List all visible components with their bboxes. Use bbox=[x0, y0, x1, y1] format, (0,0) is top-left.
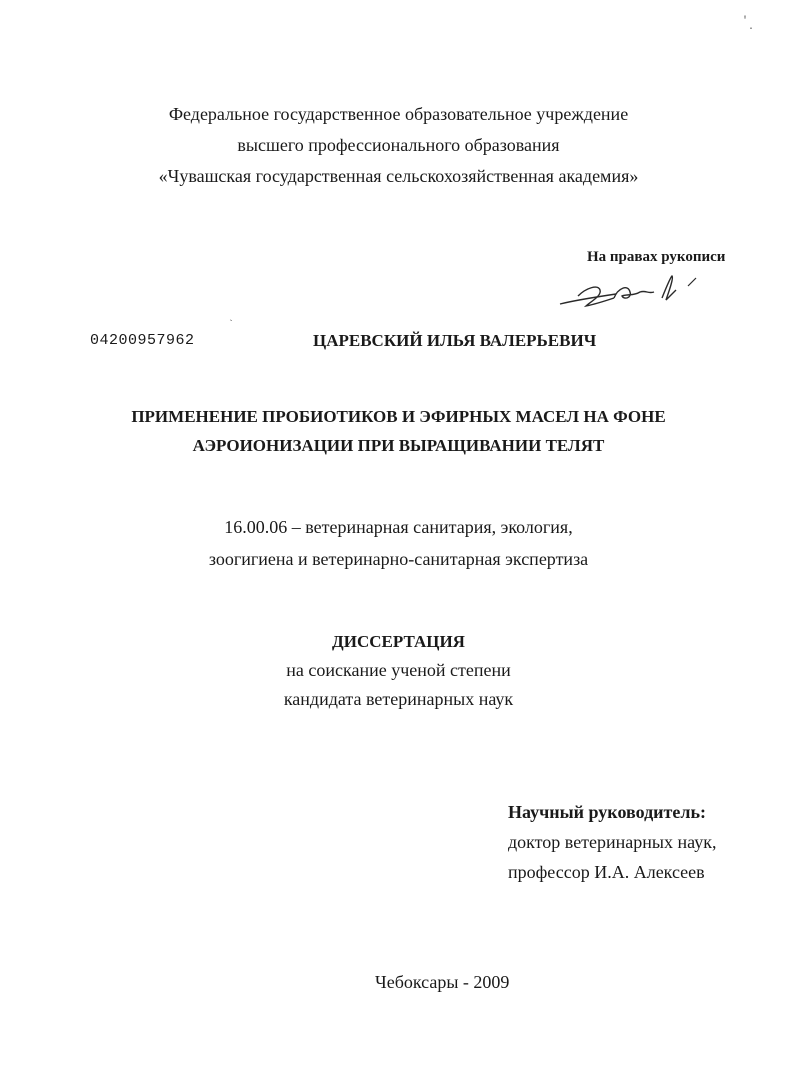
dissertation-title-line-2: АЭРОИОНИЗАЦИИ ПРИ ВЫРАЩИВАНИИ ТЕЛЯТ bbox=[192, 436, 605, 455]
institution-line-3: «Чувашская государственная сельскохозяйственная академия» bbox=[158, 166, 639, 186]
scan-mark: ` bbox=[228, 320, 235, 331]
institution-line-2: высшего профессионального образования bbox=[237, 135, 560, 155]
supervisor-heading: Научный руководитель: bbox=[508, 802, 706, 822]
specialty-line-1: 16.00.06 – ветеринарная санитария, экология, bbox=[224, 517, 573, 537]
scan-mark: ' bbox=[742, 16, 749, 27]
signature-image bbox=[556, 270, 706, 318]
manuscript-note: На правах рукописи bbox=[587, 249, 726, 265]
specialty-line-2: зоогигиена и ветеринарно-санитарная экспертиза bbox=[208, 549, 589, 569]
author-name: ЦАРЕВСКИЙ ИЛЬЯ ВАЛЕРЬЕВИЧ bbox=[313, 331, 597, 350]
work-type-line-1: на соискание ученой степени bbox=[286, 660, 511, 680]
dissertation-title-line-1: ПРИМЕНЕНИЕ ПРОБИОТИКОВ И ЭФИРНЫХ МАСЕЛ НА ФОНЕ bbox=[131, 407, 666, 426]
institution-line-1: Федеральное государственное образовательное учреждение bbox=[168, 104, 629, 124]
scan-mark: . bbox=[748, 22, 755, 33]
work-type-heading: ДИССЕРТАЦИЯ bbox=[332, 632, 465, 651]
place-year: Чебоксары - 2009 bbox=[375, 972, 510, 992]
work-type-line-2: кандидата ветеринарных наук bbox=[283, 689, 514, 709]
supervisor-name: профессор И.А. Алексеев bbox=[508, 862, 705, 882]
registry-number: 04200957962 bbox=[90, 332, 195, 349]
supervisor-degree: доктор ветеринарных наук, bbox=[508, 832, 717, 852]
